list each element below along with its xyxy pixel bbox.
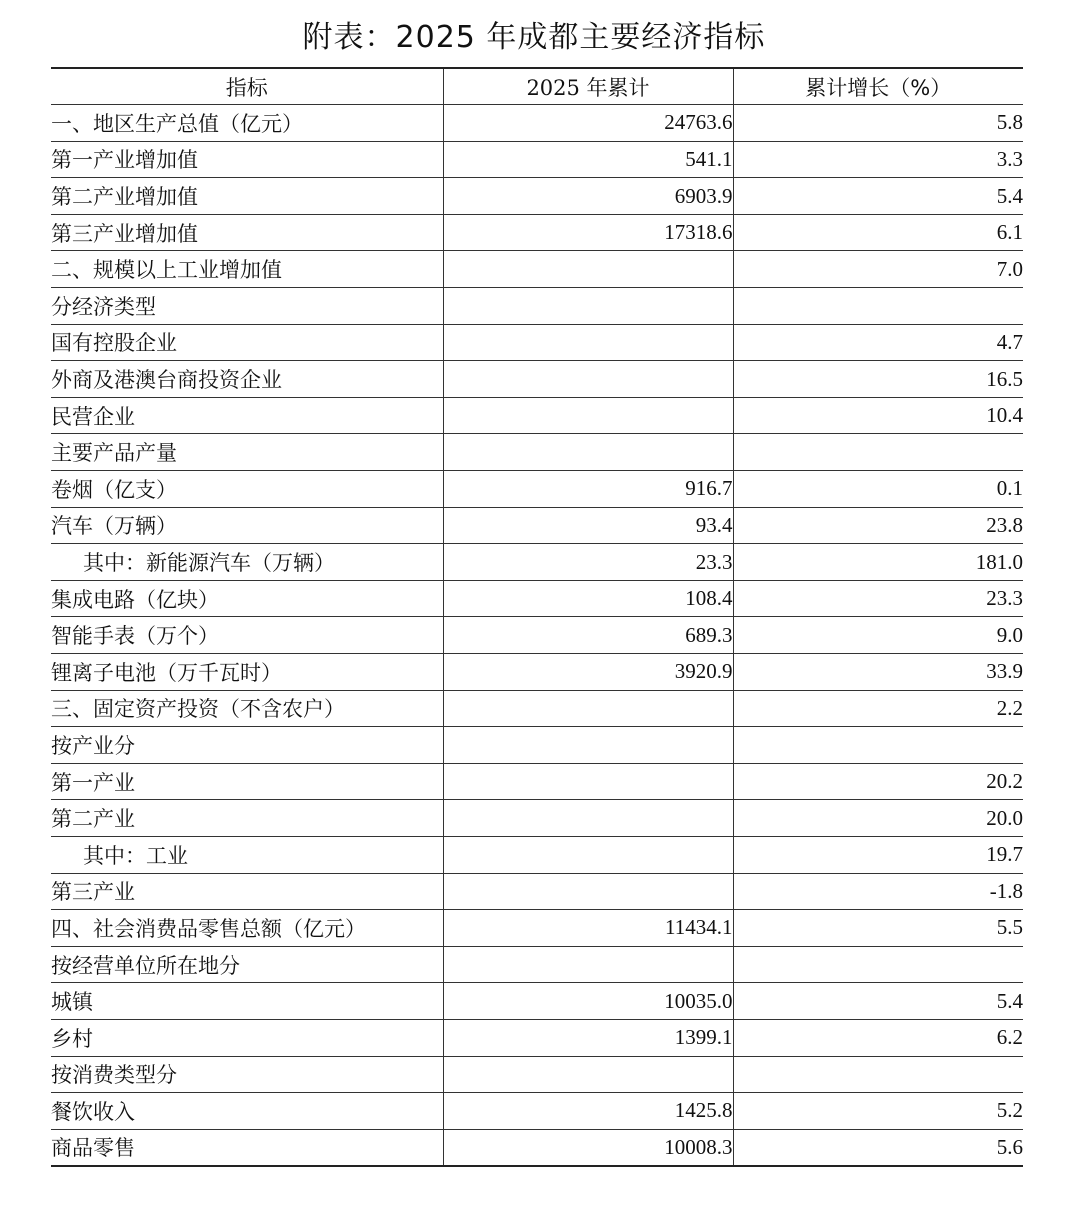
indicator-name-cell: 卷烟（亿支）: [51, 471, 443, 508]
indicator-name-cell: 其中：工业: [51, 836, 443, 873]
cumulative-value-cell: [443, 324, 733, 361]
growth-rate-cell: 20.0: [733, 800, 1023, 837]
growth-rate-cell: [733, 946, 1023, 983]
indicator-name-cell: 主要产品产量: [51, 434, 443, 471]
growth-rate-cell: 5.8: [733, 105, 1023, 142]
indicator-name-cell: 集成电路（亿块）: [51, 580, 443, 617]
growth-rate-cell: 9.0: [733, 617, 1023, 654]
indicator-name-cell: 其中：新能源汽车（万辆）: [51, 544, 443, 581]
cumulative-value-cell: [443, 763, 733, 800]
indicators-table: [51, 67, 1023, 1167]
table-row: [51, 727, 1023, 764]
table-row: [51, 361, 1023, 398]
cumulative-value-cell: 1425.8: [443, 1093, 733, 1130]
growth-rate-cell: 5.4: [733, 983, 1023, 1020]
cumulative-value-cell: 23.3: [443, 544, 733, 581]
indicator-name-cell: 二、规模以上工业增加值: [51, 251, 443, 288]
table-row: [51, 1129, 1023, 1166]
table-row: [51, 763, 1023, 800]
cumulative-value-cell: [443, 1056, 733, 1093]
growth-rate-cell: 7.0: [733, 251, 1023, 288]
cumulative-value-cell: 108.4: [443, 580, 733, 617]
table-row: [51, 910, 1023, 947]
table-row: [51, 654, 1023, 691]
table-row: [51, 214, 1023, 251]
table-row: [51, 105, 1023, 142]
table-row: [51, 1056, 1023, 1093]
growth-rate-cell: 33.9: [733, 654, 1023, 691]
table-row: [51, 434, 1023, 471]
growth-rate-cell: 6.2: [733, 1019, 1023, 1056]
table-row: [51, 324, 1023, 361]
table-row: [51, 983, 1023, 1020]
growth-rate-cell: 23.3: [733, 580, 1023, 617]
growth-rate-cell: -1.8: [733, 873, 1023, 910]
cumulative-value-cell: [443, 873, 733, 910]
table-row: [51, 946, 1023, 983]
cumulative-value-cell: 10035.0: [443, 983, 733, 1020]
table-row: [51, 800, 1023, 837]
growth-rate-cell: [733, 1056, 1023, 1093]
indicator-name-cell: 民营企业: [51, 397, 443, 434]
growth-rate-cell: 5.4: [733, 178, 1023, 215]
indicator-name-cell: 分经济类型: [51, 288, 443, 325]
column-header-indicator: 指标: [51, 68, 443, 105]
cumulative-value-cell: [443, 836, 733, 873]
indicator-name-cell: 按产业分: [51, 727, 443, 764]
growth-rate-cell: [733, 727, 1023, 764]
cumulative-value-cell: [443, 946, 733, 983]
indicator-name-cell: 餐饮收入: [51, 1093, 443, 1130]
cumulative-value-cell: [443, 434, 733, 471]
cumulative-value-cell: 10008.3: [443, 1129, 733, 1166]
cumulative-value-cell: [443, 288, 733, 325]
growth-rate-cell: [733, 288, 1023, 325]
table-row: [51, 836, 1023, 873]
table-row: [51, 251, 1023, 288]
table-row: [51, 873, 1023, 910]
indicator-name-cell: 第三产业: [51, 873, 443, 910]
cumulative-value-cell: [443, 361, 733, 398]
cumulative-value-cell: 24763.6: [443, 105, 733, 142]
growth-rate-cell: 23.8: [733, 507, 1023, 544]
cumulative-value-cell: 1399.1: [443, 1019, 733, 1056]
growth-rate-cell: 19.7: [733, 836, 1023, 873]
indicator-name-cell: 一、地区生产总值（亿元）: [51, 105, 443, 142]
table-row: [51, 690, 1023, 727]
growth-rate-cell: 5.2: [733, 1093, 1023, 1130]
indicator-name-cell: 三、固定资产投资（不含农户）: [51, 690, 443, 727]
growth-rate-cell: 5.5: [733, 910, 1023, 947]
cumulative-value-cell: 541.1: [443, 141, 733, 178]
cumulative-value-cell: [443, 690, 733, 727]
growth-rate-cell: 6.1: [733, 214, 1023, 251]
growth-rate-cell: 16.5: [733, 361, 1023, 398]
growth-rate-cell: 10.4: [733, 397, 1023, 434]
table-row: [51, 178, 1023, 215]
table-row: [51, 580, 1023, 617]
table-row: [51, 288, 1023, 325]
indicator-name-cell: 第二产业增加值: [51, 178, 443, 215]
growth-rate-cell: 5.6: [733, 1129, 1023, 1166]
indicator-name-cell: 乡村: [51, 1019, 443, 1056]
growth-rate-cell: 0.1: [733, 471, 1023, 508]
growth-rate-cell: 20.2: [733, 763, 1023, 800]
cumulative-value-cell: [443, 800, 733, 837]
growth-rate-cell: [733, 434, 1023, 471]
indicator-name-cell: 四、社会消费品零售总额（亿元）: [51, 910, 443, 947]
growth-rate-cell: 3.3: [733, 141, 1023, 178]
indicator-name-cell: 第二产业: [51, 800, 443, 837]
column-header-cumulative: 2025 年累计: [443, 68, 733, 105]
cumulative-value-cell: 916.7: [443, 471, 733, 508]
indicator-name-cell: 按经营单位所在地分: [51, 946, 443, 983]
indicator-name-cell: 第三产业增加值: [51, 214, 443, 251]
indicator-name-cell: 汽车（万辆）: [51, 507, 443, 544]
table-row: [51, 397, 1023, 434]
indicator-name-cell: 城镇: [51, 983, 443, 1020]
indicator-name-cell: 按消费类型分: [51, 1056, 443, 1093]
table-row: [51, 544, 1023, 581]
indicator-name-cell: 外商及港澳台商投资企业: [51, 361, 443, 398]
table-row: [51, 1093, 1023, 1130]
growth-rate-cell: 4.7: [733, 324, 1023, 361]
indicator-name-cell: 商品零售: [51, 1129, 443, 1166]
cumulative-value-cell: 6903.9: [443, 178, 733, 215]
page-title: 附表：2025 年成都主要经济指标: [302, 20, 766, 55]
cumulative-value-cell: 3920.9: [443, 654, 733, 691]
table-row: [51, 507, 1023, 544]
table-row: [51, 617, 1023, 654]
indicator-name-cell: 国有控股企业: [51, 324, 443, 361]
cumulative-value-cell: 17318.6: [443, 214, 733, 251]
indicator-name-cell: 第一产业增加值: [51, 141, 443, 178]
table-body: [51, 105, 1023, 1166]
cumulative-value-cell: [443, 397, 733, 434]
indicator-name-cell: 第一产业: [51, 763, 443, 800]
cumulative-value-cell: 689.3: [443, 617, 733, 654]
table-row: [51, 1019, 1023, 1056]
table-row: [51, 141, 1023, 178]
indicator-name-cell: 锂离子电池（万千瓦时）: [51, 654, 443, 691]
growth-rate-cell: 181.0: [733, 544, 1023, 581]
cumulative-value-cell: 11434.1: [443, 910, 733, 947]
cumulative-value-cell: [443, 251, 733, 288]
column-header-growth: 累计增长（%）: [733, 68, 1023, 105]
cumulative-value-cell: [443, 727, 733, 764]
cumulative-value-cell: 93.4: [443, 507, 733, 544]
table-row: [51, 471, 1023, 508]
indicator-name-cell: 智能手表（万个）: [51, 617, 443, 654]
table-header-row: [51, 68, 1023, 105]
growth-rate-cell: 2.2: [733, 690, 1023, 727]
